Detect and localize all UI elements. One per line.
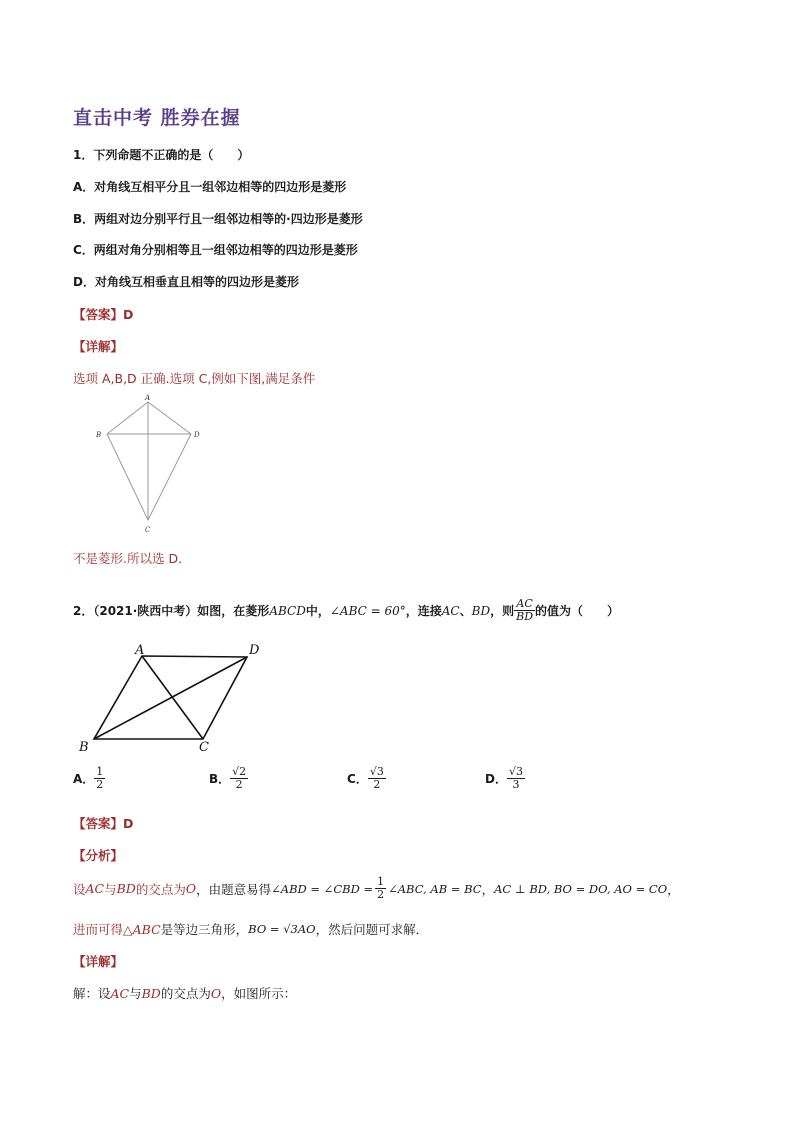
analysis-triangle: △ABC (123, 921, 161, 937)
analysis-perp-eq: AC ⊥ BD, BO = DO, AO = CO (494, 881, 668, 896)
kite-label-c: C (145, 526, 151, 534)
option-a-den: 2 (96, 778, 104, 792)
question-2-option-b (209, 766, 248, 791)
option-b-fraction (230, 766, 248, 791)
solution-point-o: O (210, 985, 222, 1001)
solution-text: 的交点为 (160, 986, 211, 1001)
question-2-analysis-line-1 (73, 876, 680, 901)
analysis-bo-eq: BO = √3AO (248, 922, 316, 936)
option-d-den: 3 (512, 778, 520, 792)
analysis-text: ，然后问题可求解． (315, 922, 429, 937)
question-1-stem: 1．下列命题不正确的是（ ） (73, 148, 250, 162)
analysis-angle-eq-2: ∠ABC, AB = BC (388, 881, 482, 896)
question-1-option-d: D．对角线互相垂直且相等的四边形是菱形 (73, 275, 299, 289)
option-c-fraction (368, 766, 386, 791)
question-1-option-a: A．对角线互相平分且一组邻边相等的四边形是菱形 (73, 180, 347, 194)
kite-label-a: A (145, 394, 151, 402)
analysis-seg-bd: BD (116, 881, 136, 897)
solution-seg-ac: AC (110, 985, 130, 1001)
question-2-detail-label: 【详解】 (73, 954, 124, 969)
question-2-rhombus-figure (75, 638, 270, 758)
question-2-option-c (347, 766, 386, 791)
option-b-letter: B． (209, 772, 231, 787)
half-den: 2 (377, 888, 385, 902)
question-2-stem-suffix: 的值为（ ） (535, 604, 620, 619)
question-2-option-a (73, 766, 105, 791)
option-b-den: 2 (235, 778, 243, 792)
half-num: 1 (377, 875, 385, 888)
analysis-text: ， (667, 881, 680, 897)
question-2-stem-mid3: 、 (459, 604, 472, 619)
question-2-seg-ac: AC (441, 603, 460, 618)
analysis-text: 与 (104, 881, 117, 897)
question-2-solution-line (73, 984, 296, 1002)
question-2-answer: 【答案】D (73, 816, 134, 831)
analysis-seg-ac: AC (85, 881, 105, 897)
option-d-letter: D． (485, 772, 507, 787)
question-2-stem-mid2: ，连接 (405, 604, 442, 619)
analysis-text: ， (481, 881, 495, 897)
question-2-seg-bd: BD (471, 603, 491, 618)
analysis-text: 是等边三角形， (160, 922, 249, 937)
question-2-analysis-line-2 (73, 920, 428, 938)
option-c-letter: C． (347, 772, 368, 787)
question-2-angle: ∠ABC = 60° (329, 603, 406, 618)
option-c-num: √3 (369, 765, 384, 778)
question-2-stem-prefix: 2．（2021·陕西中考）如图，在菱形 (73, 604, 270, 619)
question-1-answer: 【答案】D (73, 307, 134, 322)
question-2-option-d (485, 766, 525, 791)
rhombus-label-b: B (79, 740, 89, 755)
analysis-text: 进而可得 (73, 922, 124, 937)
question-2-stem-mid4: ，则 (490, 604, 515, 619)
analysis-point-o: O (185, 881, 197, 897)
question-2-ratio-fraction (514, 598, 535, 623)
solution-text: ，如图所示： (221, 986, 297, 1001)
question-1-option-c: C．两组对角分别相等且一组邻边相等的四边形是菱形 (73, 243, 358, 257)
analysis-text: 设 (73, 881, 86, 897)
option-d-fraction (507, 766, 525, 791)
rhombus-label-d: D (249, 643, 260, 658)
option-b-num: √2 (232, 765, 247, 778)
question-1-conclusion: 不是菱形.所以选 D. (73, 551, 183, 566)
ratio-denominator: BD (516, 610, 534, 624)
analysis-text: 的交点为 (135, 881, 186, 897)
option-a-num: 1 (96, 765, 104, 778)
question-2-shape: ABCD (269, 603, 306, 618)
kite-label-b: B (96, 431, 102, 439)
ratio-numerator: AC (516, 597, 533, 610)
option-a-fraction (94, 766, 105, 791)
question-2-analysis-label: 【分析】 (73, 848, 124, 863)
solution-text: 解：设 (73, 986, 111, 1001)
question-1-kite-figure (90, 392, 210, 537)
analysis-angle-eq: ∠ABD = ∠CBD = (271, 881, 374, 896)
solution-text: 与 (129, 986, 142, 1001)
page-heading: 直击中考 胜券在握 (73, 107, 241, 129)
question-2-stem (73, 598, 619, 623)
question-1-explanation: 选项 A,B,D 正确.选项 C,例如下图,满足条件 (73, 371, 316, 386)
question-2-stem-mid1: 中， (305, 604, 330, 619)
question-1-detail-label: 【详解】 (73, 339, 124, 354)
option-a-letter: A． (73, 772, 95, 787)
kite-label-d: D (194, 431, 200, 439)
solution-seg-bd: BD (141, 985, 161, 1001)
analysis-half-fraction (375, 876, 386, 901)
rhombus-label-c: C (199, 740, 209, 755)
option-d-num: √3 (508, 765, 523, 778)
option-c-den: 2 (373, 778, 381, 792)
analysis-text: ，由题意易得 (196, 881, 272, 897)
question-1-option-b: B．两组对边分别平行且一组邻边相等的·四边形是菱形 (73, 212, 363, 226)
rhombus-label-a: A (135, 643, 145, 658)
